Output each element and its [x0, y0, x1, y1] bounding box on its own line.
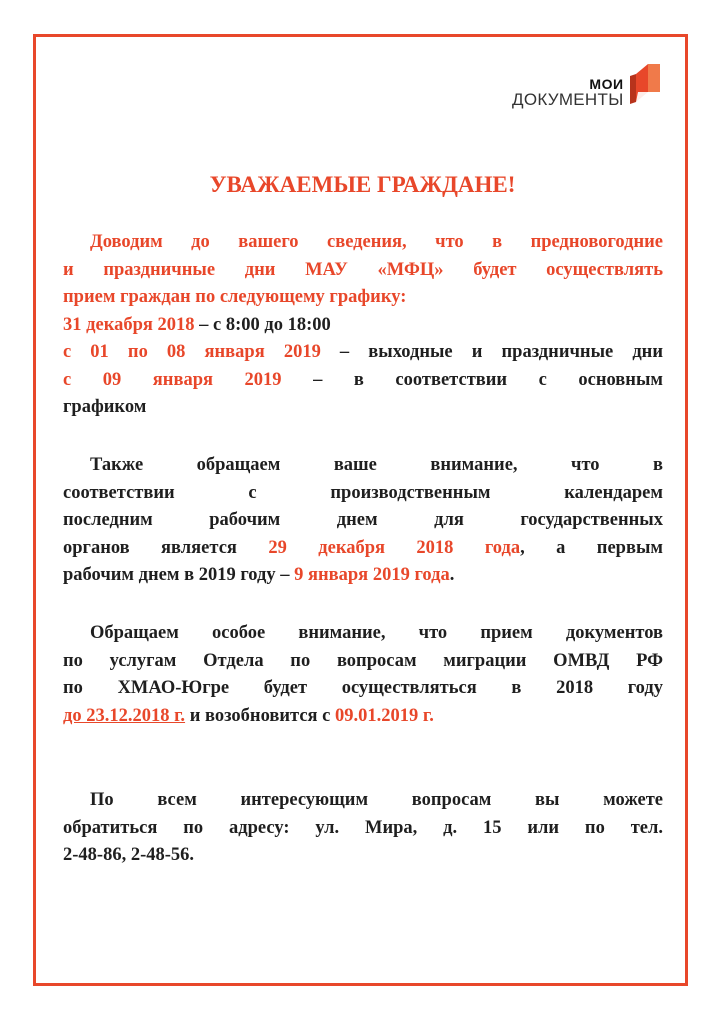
migration-line4 — [63, 703, 663, 731]
contacts-line2: обратиться по адресу: ул. Мира, д. 15 или по тел. — [63, 817, 663, 838]
calendar-first-workday-date: 9 января 2019 года — [294, 565, 450, 585]
calendar-block — [63, 452, 663, 590]
contacts-line1: По всем интересующим вопросам вы можете — [90, 790, 663, 810]
schedule-intro-line1: Доводим до вашего сведения, что в предновогодние — [90, 232, 663, 252]
contacts-block — [63, 787, 663, 870]
calendar-line3: последним рабочим днем для государственных — [63, 510, 663, 530]
schedule-row3-text: – в соответствии с основным — [281, 369, 663, 390]
schedule-row2-date: с 01 по 08 января 2019 — [63, 342, 321, 362]
calendar-line1: Также обращаем ваше внимание, что в — [90, 455, 663, 475]
schedule-row-1 — [63, 312, 663, 340]
calendar-line5-b: . — [449, 565, 455, 585]
schedule-row3-cont: графиком — [63, 397, 147, 417]
migration-line3: по ХМАО-Югре будет осуществляться в 2018 году — [63, 678, 663, 698]
logo-line2: ДОКУМЕНТЫ — [512, 90, 624, 109]
calendar-line4-a: органов является — [63, 537, 269, 558]
migration-end-date: до 23.12.2018 г. — [63, 705, 186, 726]
calendar-line2: соответствии с производственным календарем — [63, 482, 663, 503]
calendar-last-workday-date: 29 декабря 2018 года — [268, 537, 521, 558]
schedule-row-2 — [63, 339, 663, 367]
migration-line4-mid: и возобновится с — [185, 705, 336, 726]
schedule-row1-date: 31 декабря 2018 — [63, 314, 195, 335]
calendar-line5 — [63, 562, 663, 590]
migration-resume-date: 09.01.2019 г. — [335, 705, 434, 726]
schedule-row1-text: – с 8:00 до 18:00 — [194, 314, 331, 335]
schedule-intro-line2: и праздничные дни МАУ «МФЦ» будет осуществлять — [63, 259, 663, 280]
calendar-line5-a: рабочим днем в 2019 году – — [63, 565, 295, 585]
schedule-row2-text: – выходные и праздничные дни — [320, 342, 663, 362]
logo-text — [512, 62, 624, 109]
schedule-row-3 — [63, 367, 663, 395]
migration-line2: по услугам Отдела по вопросам миграции ОМВД РФ — [63, 650, 663, 671]
logo-line1: МОИ — [589, 76, 624, 92]
contacts-phones: 2-48-86, 2-48-56. — [63, 845, 195, 865]
schedule-intro-line3: прием граждан по следующему графику: — [63, 287, 407, 307]
schedule-block — [63, 229, 663, 422]
migration-line1: Обращаем особое внимание, что прием документов — [90, 623, 663, 643]
moi-dokumenty-logo — [512, 62, 662, 109]
calendar-line4 — [63, 535, 663, 563]
schedule-row3-date: с 09 января 2019 — [63, 369, 282, 390]
moi-dokumenty-logo-icon — [628, 62, 662, 108]
page-title: УВАЖАЕМЫЕ ГРАЖДАНЕ! — [209, 172, 516, 197]
calendar-line4-b: , а первым — [520, 537, 663, 558]
migration-block — [63, 620, 663, 730]
